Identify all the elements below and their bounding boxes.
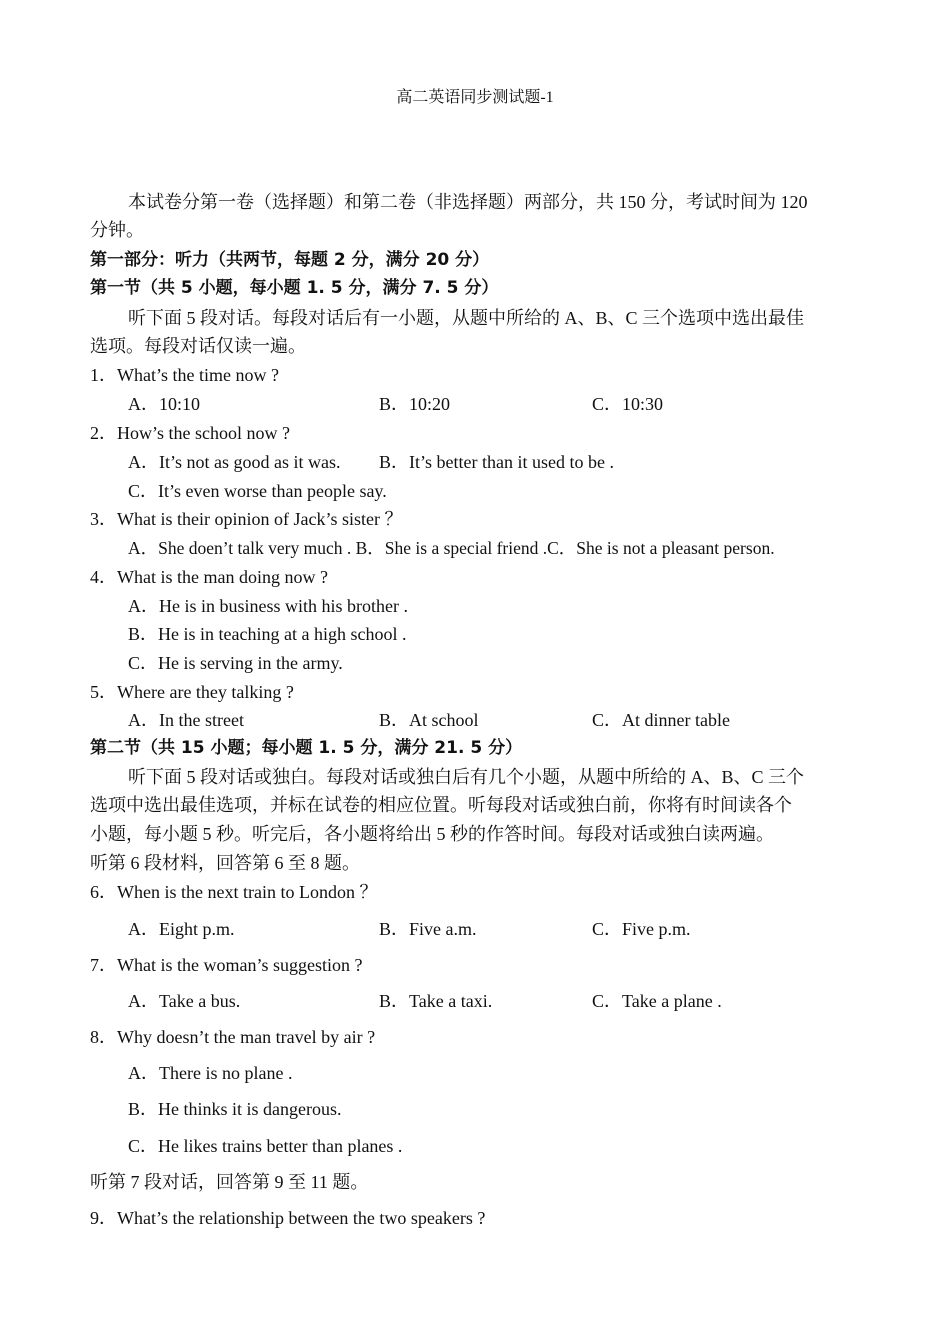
intro-line-1: 本试卷分第一卷（选择题）和第二卷（非选择题）两部分，共 150 分，考试时间为 120 <box>128 192 808 212</box>
question-8-stem: 8．Why doesn’t the man travel by air ? <box>90 1027 376 1047</box>
section2-instruction-3: 小题，每小题 5 秒。听完后，各小题将给出 5 秒的作答时间。每段对话或独白读两遍。 <box>90 824 774 844</box>
question-6-option-b: B．Five a.m. <box>379 919 477 939</box>
question-7-option-c: C．Take a plane . <box>592 991 722 1011</box>
section2-heading: 第二节（共 15 小题；每小题 1. 5 分，满分 21. 5 分） <box>90 738 523 758</box>
question-7-option-b: B．Take a taxi. <box>379 991 493 1011</box>
question-1-option-c: C．10:30 <box>592 394 664 414</box>
question-4-stem: 4．What is the man doing now ? <box>90 567 328 587</box>
question-8-option-c: C．He likes trains better than planes . <box>128 1136 403 1156</box>
question-1-stem: 1．What’s the time now ? <box>90 365 279 385</box>
part1-heading: 第一部分：听力（共两节，每题 2 分，满分 20 分） <box>90 250 490 270</box>
intro-line-2: 分钟。 <box>90 220 144 240</box>
question-8-option-b: B．He thinks it is dangerous. <box>128 1099 342 1119</box>
question-5-option-b: B．At school <box>379 710 479 730</box>
question-7-stem: 7．What is the woman’s suggestion ? <box>90 955 363 975</box>
section1-heading: 第一节（共 5 小题，每小题 1. 5 分，满分 7. 5 分） <box>90 278 499 298</box>
section2-instruction-2: 选项中选出最佳选项，并标在试卷的相应位置。听每段对话或独白前，你将有时间读各个 <box>90 795 792 815</box>
question-1-option-b: B．10:20 <box>379 394 451 414</box>
question-2-option-a: A．It’s not as good as it was. <box>128 452 341 472</box>
question-5-option-a: A．In the street <box>128 710 244 730</box>
question-9-stem: 9．What’s the relationship between the two speakers ? <box>90 1208 486 1228</box>
question-6-option-a: A．Eight p.m. <box>128 919 235 939</box>
question-2-option-b: B．It’s better than it used to be . <box>379 452 614 472</box>
question-4-option-c: C．He is serving in the army. <box>128 653 343 673</box>
question-4-option-a: A．He is in business with his brother . <box>128 596 408 616</box>
question-6-option-c: C．Five p.m. <box>592 919 691 939</box>
question-2-stem: 2．How’s the school now ? <box>90 423 290 443</box>
section1-instruction-1: 听下面 5 段对话。每段对话后有一小题，从题中所给的 A、B、C 三个选项中选出最佳 <box>128 308 805 328</box>
question-1-option-a: A．10:10 <box>128 394 200 414</box>
question-4-option-b: B．He is in teaching at a high school . <box>128 624 407 644</box>
material-7-instruction: 听第 7 段对话，回答第 9 至 11 题。 <box>90 1172 369 1192</box>
question-7-option-a: A．Take a bus. <box>128 991 241 1011</box>
section2-instruction-1: 听下面 5 段对话或独白。每段对话或独白后有几个小题，从题中所给的 A、B、C 三个 <box>128 767 805 787</box>
page-title: 高二英语同步测试题-1 <box>396 89 554 106</box>
question-8-option-a: A．There is no plane . <box>128 1063 293 1083</box>
question-6-stem: 6．When is the next train to London ？ <box>90 882 378 902</box>
question-3-stem: 3．What is their opinion of Jack’s sister ？ <box>90 509 403 529</box>
question-2-option-c: C．It’s even worse than people say. <box>128 481 387 501</box>
section1-instruction-2: 选项。每段对话仅读一遍。 <box>90 336 306 356</box>
question-5-option-c: C．At dinner table <box>592 710 730 730</box>
material-6-instruction: 听第 6 段材料，回答第 6 至 8 题。 <box>90 853 360 873</box>
question-3-options: A．She doen’t talk very much . B．She is a special friend .C．She is not a pleasant person. <box>128 538 775 558</box>
question-5-stem: 5．Where are they talking ? <box>90 682 294 702</box>
